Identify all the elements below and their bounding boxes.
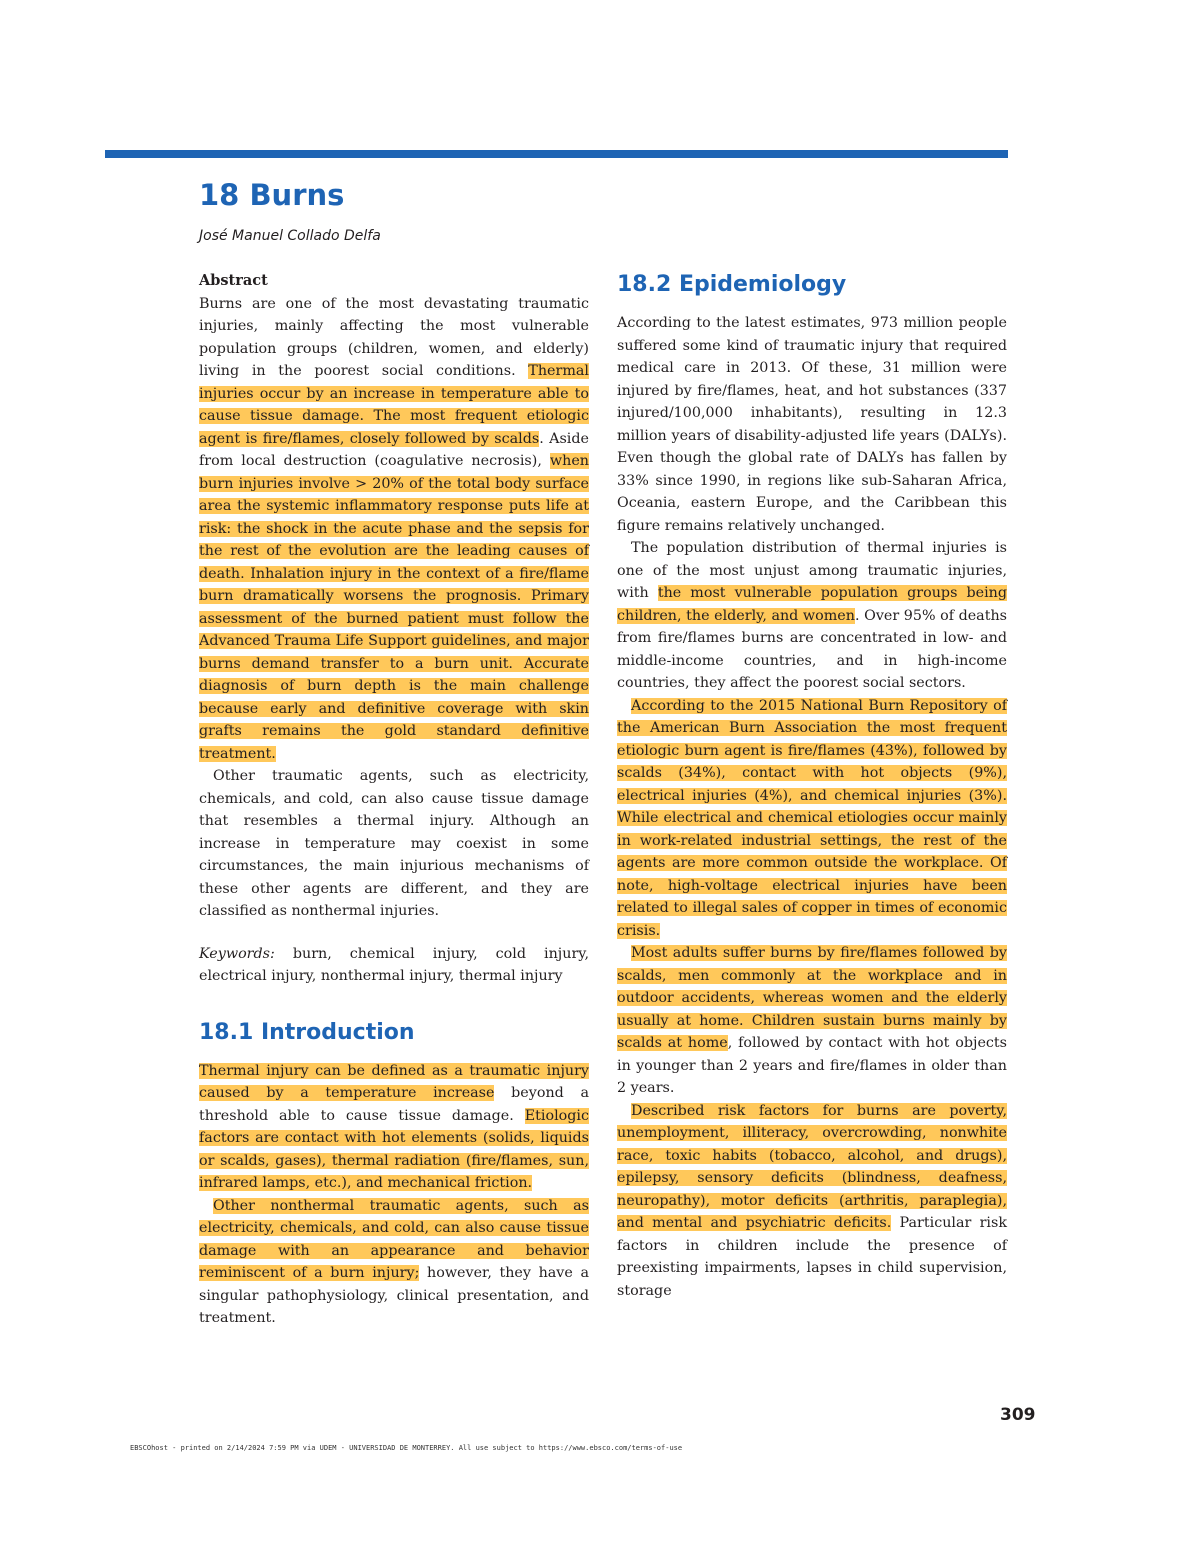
keywords-label: Keywords: [199,945,275,962]
text-run: beyond a threshold able to cause tissue damage. [199,1085,589,1124]
highlighted-text: Other nonthermal traumatic agents, such as electricity, chemicals, and cold, can also cause tissue damage with an appearance and behavior reminiscent of a burn injury; [199,1197,589,1281]
highlighted-text: Thermal injuries occur by an increase in temperature able to cause tissue damage. The most frequent etiologic agent is fire/flames, closely followed by scalds [199,363,589,447]
text-run: The population distribution of thermal injuries is one of the most unjust among traumatic injuries, with [617,540,1007,601]
footer-notice: EBSCOhost - printed on 2/14/2024 7:59 PM via UDEM - UNIVERSIDAD DE MONTERREY. All use subject to https://www.ebsco.com/terms-of-use [130,1444,683,1452]
epi-paragraph-3 [617,695,1007,943]
text-run: Burns are one of the most devastating traumatic injuries, mainly affecting the most vulnerable population groups (children, women, and elderly) living in the poorest social conditions. [199,295,589,379]
highlighted-text: According to the 2015 National Burn Repository of the American Burn Association the most frequent etiologic burn agent is fire/flames (43%), followed by scalds (34%), contact with hot objects (9%), electrical injuries (4%), and chemical injuries (3%). While electrical and chemical etiologies occur mainly in work-related industrial settings, the rest of the agents are more common outside the workplace. Of note, high-voltage electrical injuries have been related to illegal sales of copper in times of economic crisis. [617,697,1007,939]
abstract-paragraph-1 [199,293,589,766]
text-run: however, they have a singular pathophysiology, clinical presentation, and treatment. [199,1265,589,1326]
left-column [199,270,589,1330]
epi-paragraph-1 [617,312,1007,537]
highlighted-text: Described risk factors for burns are poverty, unemployment, illiteracy, overcrowding, nonwhite race, toxic habits (tobacco, alcohol, and drugs), epilepsy, sensory deficits (blindness, deafness, neuropathy), motor deficits (arthritis, paraplegia), and mental and psychiatric deficits. [617,1102,1007,1231]
top-rule [105,150,1008,158]
highlighted-text: the most vulnerable population groups being children, the elderly, and women [617,585,1008,624]
author-name: José Manuel Collado Delfa [199,228,381,244]
text-run: , followed by contact with hot objects in younger than 2 years and fire/flames in older than 2 years. [617,1035,1008,1096]
intro-paragraph-2 [199,1195,589,1330]
chapter-title: 18 Burns [199,178,345,212]
abstract-paragraph-2: Other traumatic agents, such as electricity, chemicals, and cold, can also cause tissue damage that resembles a thermal injury. Although an increase in temperature may coexist in some circumstances, the main injurious mechanisms of these other agents are different, and they are classified as nonthermal injuries. [199,768,589,919]
intro-paragraph-1 [199,1060,589,1195]
abstract-heading: Abstract [199,272,268,289]
page-number: 309 [1000,1405,1036,1425]
epi-paragraph-5 [617,1100,1007,1303]
highlighted-text: Thermal injury can be defined as a traumatic injury caused by a temperature increase [199,1062,589,1101]
text-run: Particular risk factors in children include the presence of preexisting impairments, lapses in child supervision, storage [617,1215,1008,1299]
text-run: . Aside from local destruction (coagulative necrosis), [199,430,589,469]
highlighted-text: when burn injuries involve > 20% of the total body surface area the systemic inflammatory response puts life at risk: the shock in the acute phase and the sepsis for the rest of the evolution are the leading causes of death. Inhalation injury in the context of a fire/flame burn dramatically worsens the prognosis. Primary assessment of the burned patient must follow the Advanced Trauma Life Support guidelines, and major burns demand transfer to a burn unit. Accurate diagnosis of burn depth is the main challenge because early and definitive coverage with skin grafts remains the gold standard definitive treatment. [199,453,589,762]
highlighted-text: Most adults suffer burns by fire/flames followed by scalds, men commonly at the workplace and in outdoor accidents, whereas women and the elderly usually at home. Children sustain burns mainly by scalds at home [617,945,1007,1051]
epi-paragraph-2 [617,537,1007,695]
right-column [617,270,1007,1302]
section-title-introduction: 18.1 Introduction [199,1019,415,1045]
highlighted-text: Etiologic factors are contact with hot elements (solids, liquids or scalds, gases), thermal radiation (fire/flames, sun, infrared lamps, etc.), and mechanical friction. [199,1107,589,1191]
text-run: According to the latest estimates, 973 million people suffered some kind of traumatic injury that required medical care in 2013. Of these, 31 million were injured by fire/flames, heat, and hot substances (337 injured/100,000 inhabitants), resulting in 12.3 million years of disability-adjusted life years (DALYs). Even though the global rate of DALYs has fallen by 33% since 1990, in regions like sub-Saharan Africa, Oceania, eastern Europe, and the Caribbean this figure remains relatively unchanged. [617,315,1007,534]
keywords-list: burn, chemical injury, cold injury, electrical injury, nonthermal injury, thermal injury [199,945,589,984]
epi-paragraph-4 [617,942,1007,1100]
keywords [199,943,589,988]
section-title-epidemiology: 18.2 Epidemiology [617,272,847,297]
text-run: . Over 95% of deaths from fire/flames burns are concentrated in low- and middle-income countries, and in high-income countries, they affect the poorest social sectors. [617,607,1007,691]
